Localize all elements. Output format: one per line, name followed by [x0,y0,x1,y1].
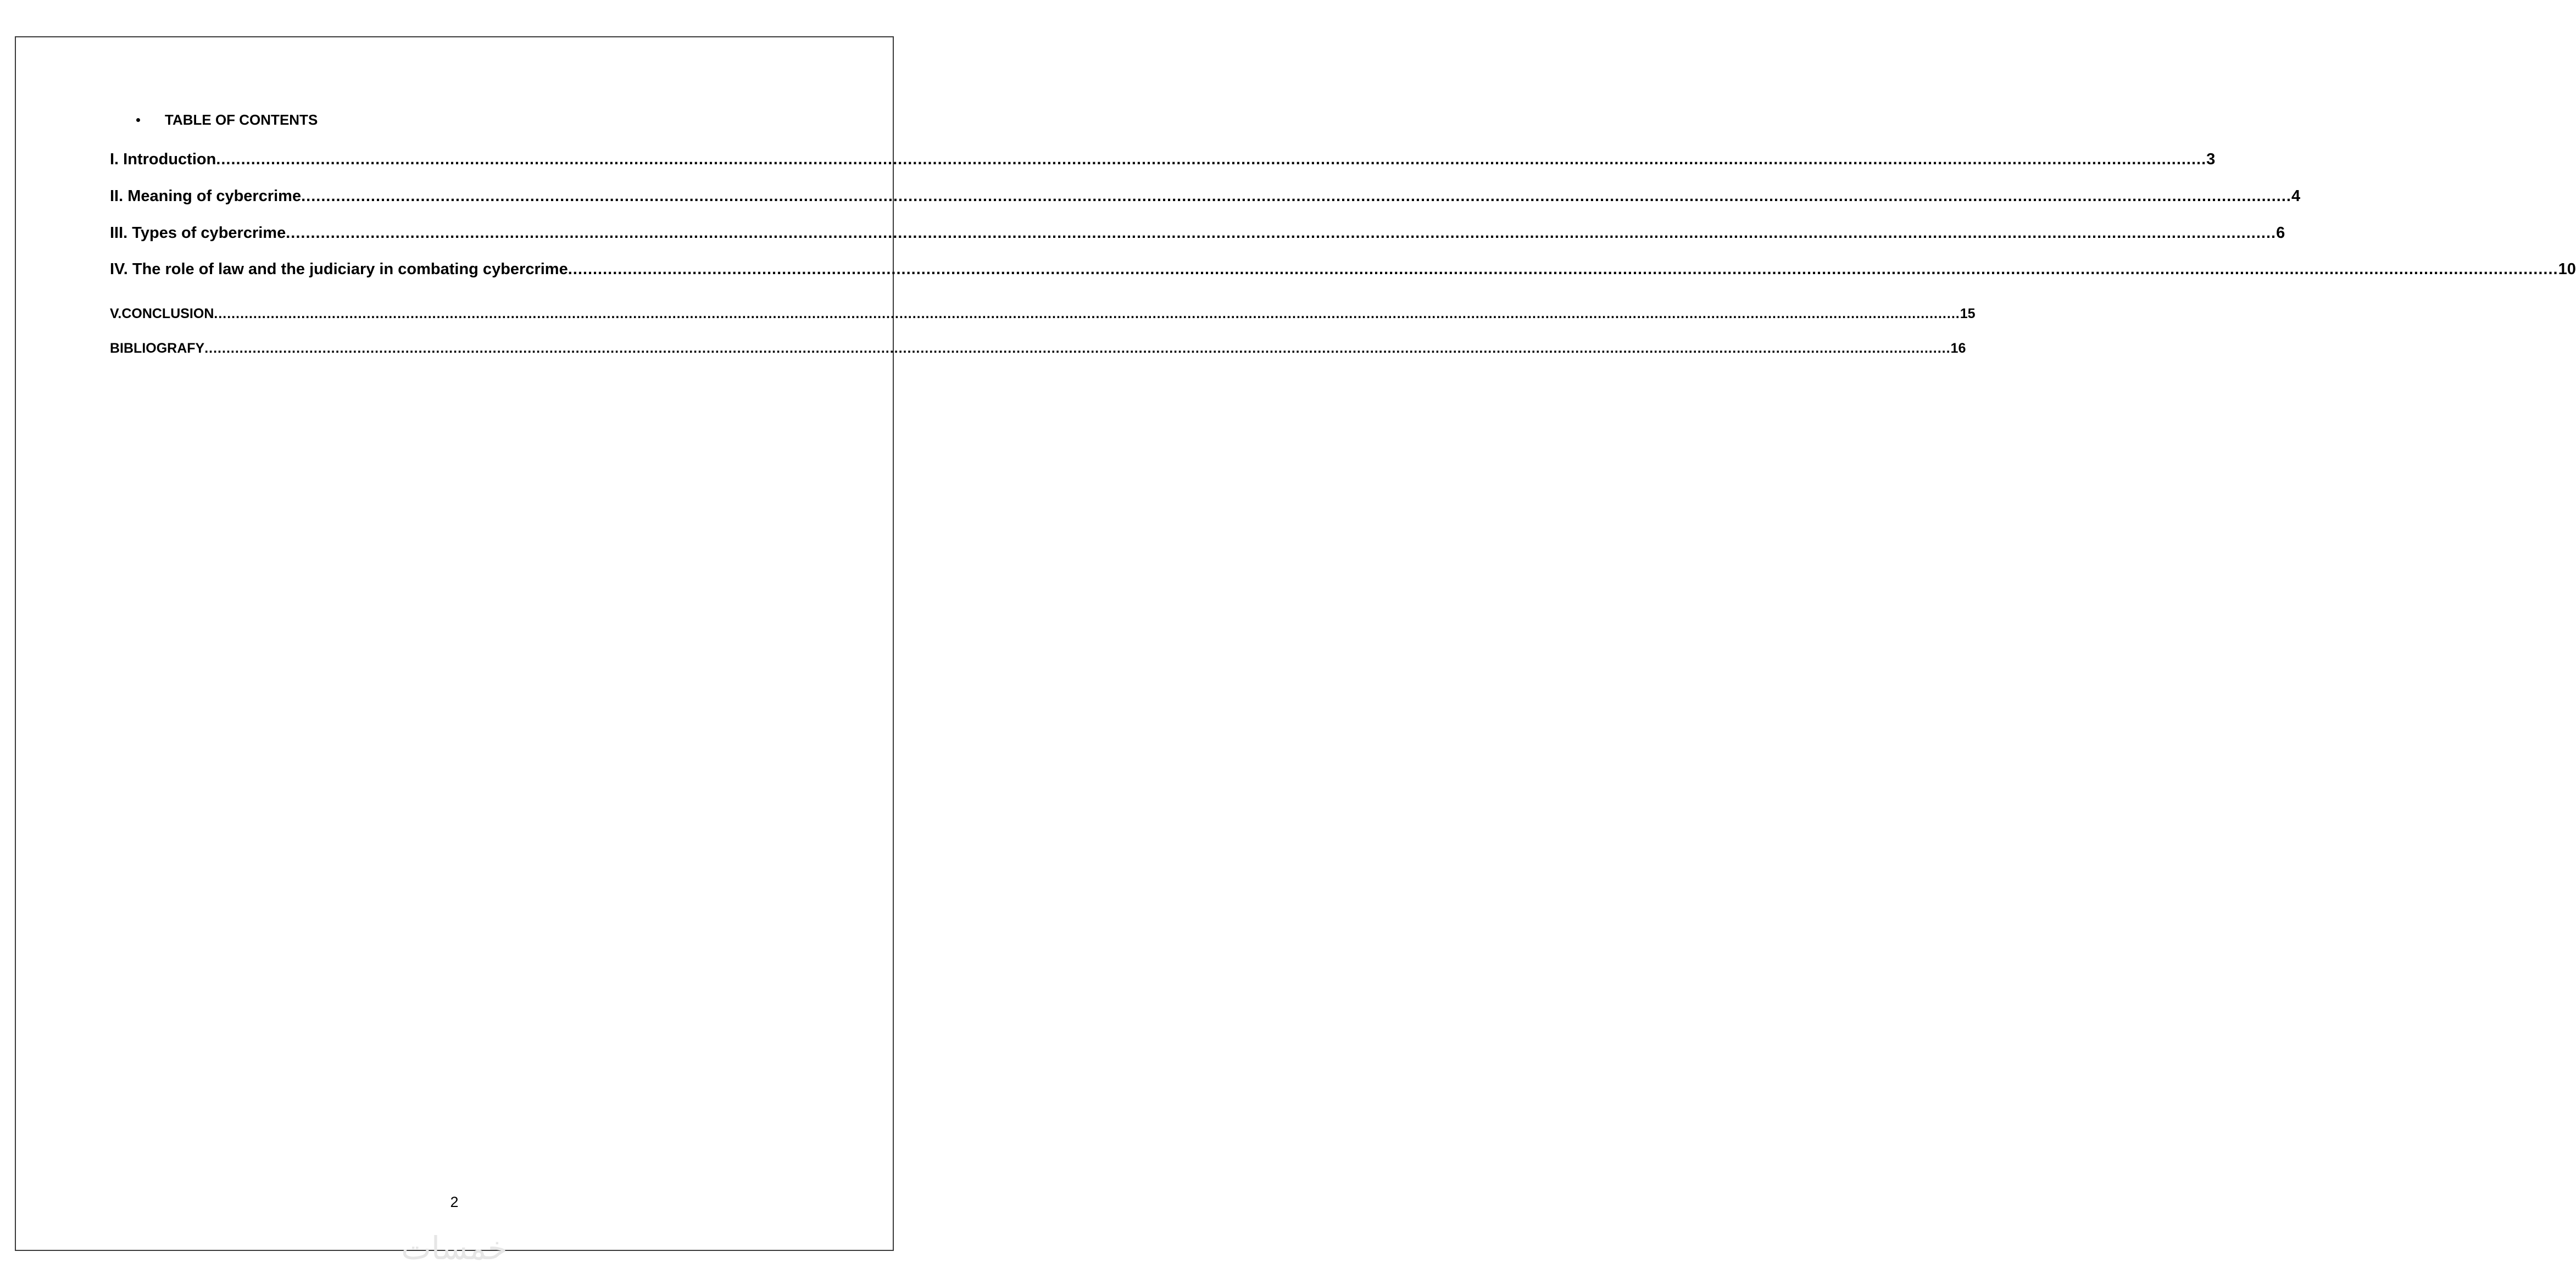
toc-entry-label: III. Types of cybercrime [110,224,286,242]
toc-entry-page: 4 [2291,187,2301,205]
toc-entry-conclusion[interactable] [110,306,1976,322]
dot-leader: ................................................................................................................................................................................................................................................................................................................................................................................................................ [301,187,2291,205]
toc-entry-label: I. Introduction [110,151,216,168]
dot-leader: ................................................................................................................................................................................................................................................................................................................................................................................................................ [286,224,2277,242]
toc-entry-introduction[interactable] [110,151,2216,169]
toc-entry-label: BIBLIOGRAFY [110,341,205,356]
toc-entry-label: II. Meaning of cybercrime [110,187,302,205]
toc-entry-role-of-law[interactable] [110,260,2576,279]
toc-entry-label: V.CONCLUSION [110,306,214,321]
toc-entry-bibliography[interactable] [110,341,1966,357]
toc-entry-types[interactable] [110,224,2285,242]
page-border [15,36,894,1251]
watermark-logo: خمسات [401,1230,508,1267]
toc-entry-page: 16 [1950,341,1966,356]
toc-entry-label: IV. The role of law and the judiciary in combating cybercrime [110,260,568,278]
dot-leader: ................................................................................................................................................................................................................................................................................................................................................................................................................ [214,306,1960,321]
toc-entry-meaning[interactable] [110,187,2301,205]
dot-leader: ................................................................................................................................................................................................................................................................................................................................................................................................................ [216,151,2207,168]
toc-heading-text: TABLE OF CONTENTS [165,112,318,128]
toc-heading [136,112,318,129]
dot-leader: ................................................................................................................................................................................................................................................................................................................................................................................................................ [204,341,1951,356]
dot-leader: ................................................................................................................................................................................................................................................................................................................................................................................................................ [568,260,2558,278]
toc-entry-page: 10 [2558,260,2576,278]
page-number: 2 [450,1194,459,1210]
bullet-icon [136,118,140,122]
toc-entry-page: 3 [2206,151,2216,168]
toc-entry-page: 6 [2276,224,2285,242]
toc-entry-page: 15 [1960,306,1976,321]
